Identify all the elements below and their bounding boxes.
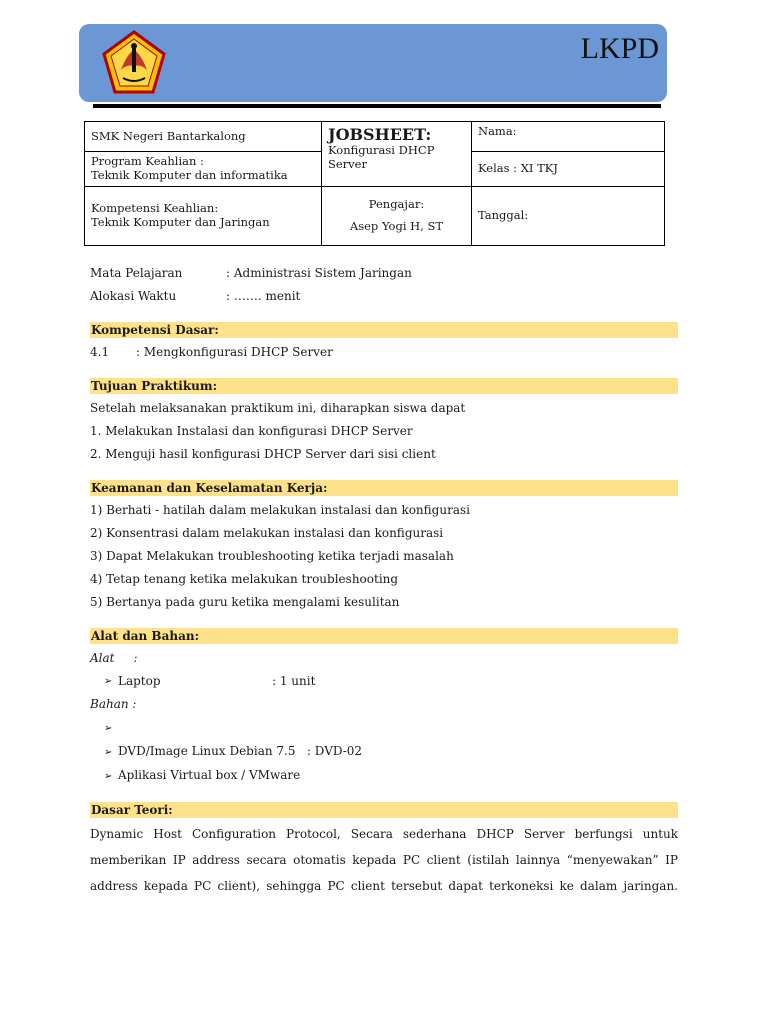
mapel-value: : Administrasi Sistem Jaringan (226, 266, 412, 280)
kompetensi-label: Kompetensi Keahlian: (91, 200, 219, 215)
nama-label: Nama: (478, 124, 517, 138)
bahan-item-text: DVD/Image Linux Debian 7.5 : DVD-02 (118, 744, 363, 758)
program-value: Teknik Komputer dan informatika (91, 167, 288, 182)
school-crest-icon (101, 30, 167, 96)
waktu-value: : ……. menit (226, 289, 301, 303)
pengajar-cell (322, 186, 472, 245)
list-item: 1) Berhati - hatilah dalam melakukan instalasi dan konfigurasi (90, 503, 470, 517)
school-name: SMK Negeri Bantarkalong (91, 128, 246, 143)
paragraph-line: address kepada PC client), sehingga PC client tersebut dapat terkoneksi ke dalam jaringan. (90, 879, 678, 893)
kd-number: 4.1 (90, 345, 110, 359)
jobsheet-header-table (84, 121, 665, 246)
program-label: Program Keahlian : (91, 154, 204, 168)
kd-row (90, 341, 678, 364)
alat-item-qty: : 1 unit (272, 674, 316, 688)
jobsheet-subtitle-2: Server (328, 156, 367, 171)
program-cell (85, 152, 322, 187)
bahan-item (90, 716, 678, 740)
paragraph-line: memberikan IP address secara otomatis kepada PC client (istilah lainnya “menyewakan” IP (90, 853, 678, 867)
alat-label: Alat : (90, 651, 138, 665)
section-kompetensi-dasar: Kompetensi Dasar: (90, 322, 678, 338)
arrow-bullet-icon: ➢ (104, 747, 113, 758)
alat-item-name: Laptop (118, 674, 161, 688)
worksheet-content (90, 262, 678, 899)
arrow-bullet-icon: ➢ (104, 771, 113, 782)
alat-item (90, 670, 678, 693)
pengajar-name: Asep Yogi H, ST (349, 218, 444, 233)
tujuan-intro: Setelah melaksanakan praktikum ini, diharapkan siswa dapat (90, 401, 466, 415)
list-item: 3) Dapat Melakukan troubleshooting ketika terjadi masalah (90, 549, 454, 563)
section-keamanan: Keamanan dan Keselamatan Kerja: (90, 480, 678, 496)
list-item: 5) Bertanya pada guru ketika mengalami kesulitan (90, 595, 400, 609)
section-tujuan: Tujuan Praktikum: (90, 378, 678, 394)
list-item: 2) Konsentrasi dalam melakukan instalasi dan konfigurasi (90, 526, 444, 540)
section-dasar-teori: Dasar Teori: (90, 802, 678, 818)
tanggal-label: Tanggal: (478, 207, 529, 222)
banner-title: LKPD (580, 32, 659, 65)
header-banner (79, 24, 667, 102)
header-divider (93, 104, 661, 108)
arrow-bullet-icon: ➢ (104, 723, 113, 734)
jobsheet-cell (322, 122, 472, 187)
section-alat-bahan: Alat dan Bahan: (90, 628, 678, 644)
kompetensi-value: Teknik Komputer dan Jaringan (91, 214, 270, 229)
kelas-cell (472, 152, 665, 187)
pengajar-label: Pengajar: (368, 196, 425, 211)
tanggal-cell (472, 186, 665, 245)
waktu-row (90, 285, 678, 308)
school-cell (85, 122, 322, 152)
jobsheet-subtitle-1: Konfigurasi DHCP (328, 143, 435, 158)
arrow-bullet-icon: ➢ (104, 676, 113, 687)
bahan-item-text: Aplikasi Virtual box / VMware (118, 768, 301, 782)
list-item: 4) Tetap tenang ketika melakukan troubleshooting (90, 572, 399, 586)
paragraph-line: Dynamic Host Configuration Protocol, Secara sederhana DHCP Server berfungsi untuk (90, 827, 678, 841)
jobsheet-title: JOBSHEET: (328, 125, 432, 144)
mapel-row (90, 262, 678, 285)
bahan-label: Bahan : (90, 697, 137, 711)
bahan-item (90, 764, 678, 788)
waktu-label: Alokasi Waktu (90, 289, 177, 303)
list-item: 2. Menguji hasil konfigurasi DHCP Server dari sisi client (90, 447, 436, 461)
kelas-value: Kelas : XI TKJ (478, 160, 558, 175)
kompetensi-cell (85, 186, 322, 245)
bahan-item (90, 740, 678, 764)
kd-text: : Mengkonfigurasi DHCP Server (136, 345, 333, 359)
list-item: 1. Melakukan Instalasi dan konfigurasi DHCP Server (90, 424, 413, 438)
mapel-label: Mata Pelajaran (90, 266, 183, 280)
nama-cell (472, 122, 665, 152)
